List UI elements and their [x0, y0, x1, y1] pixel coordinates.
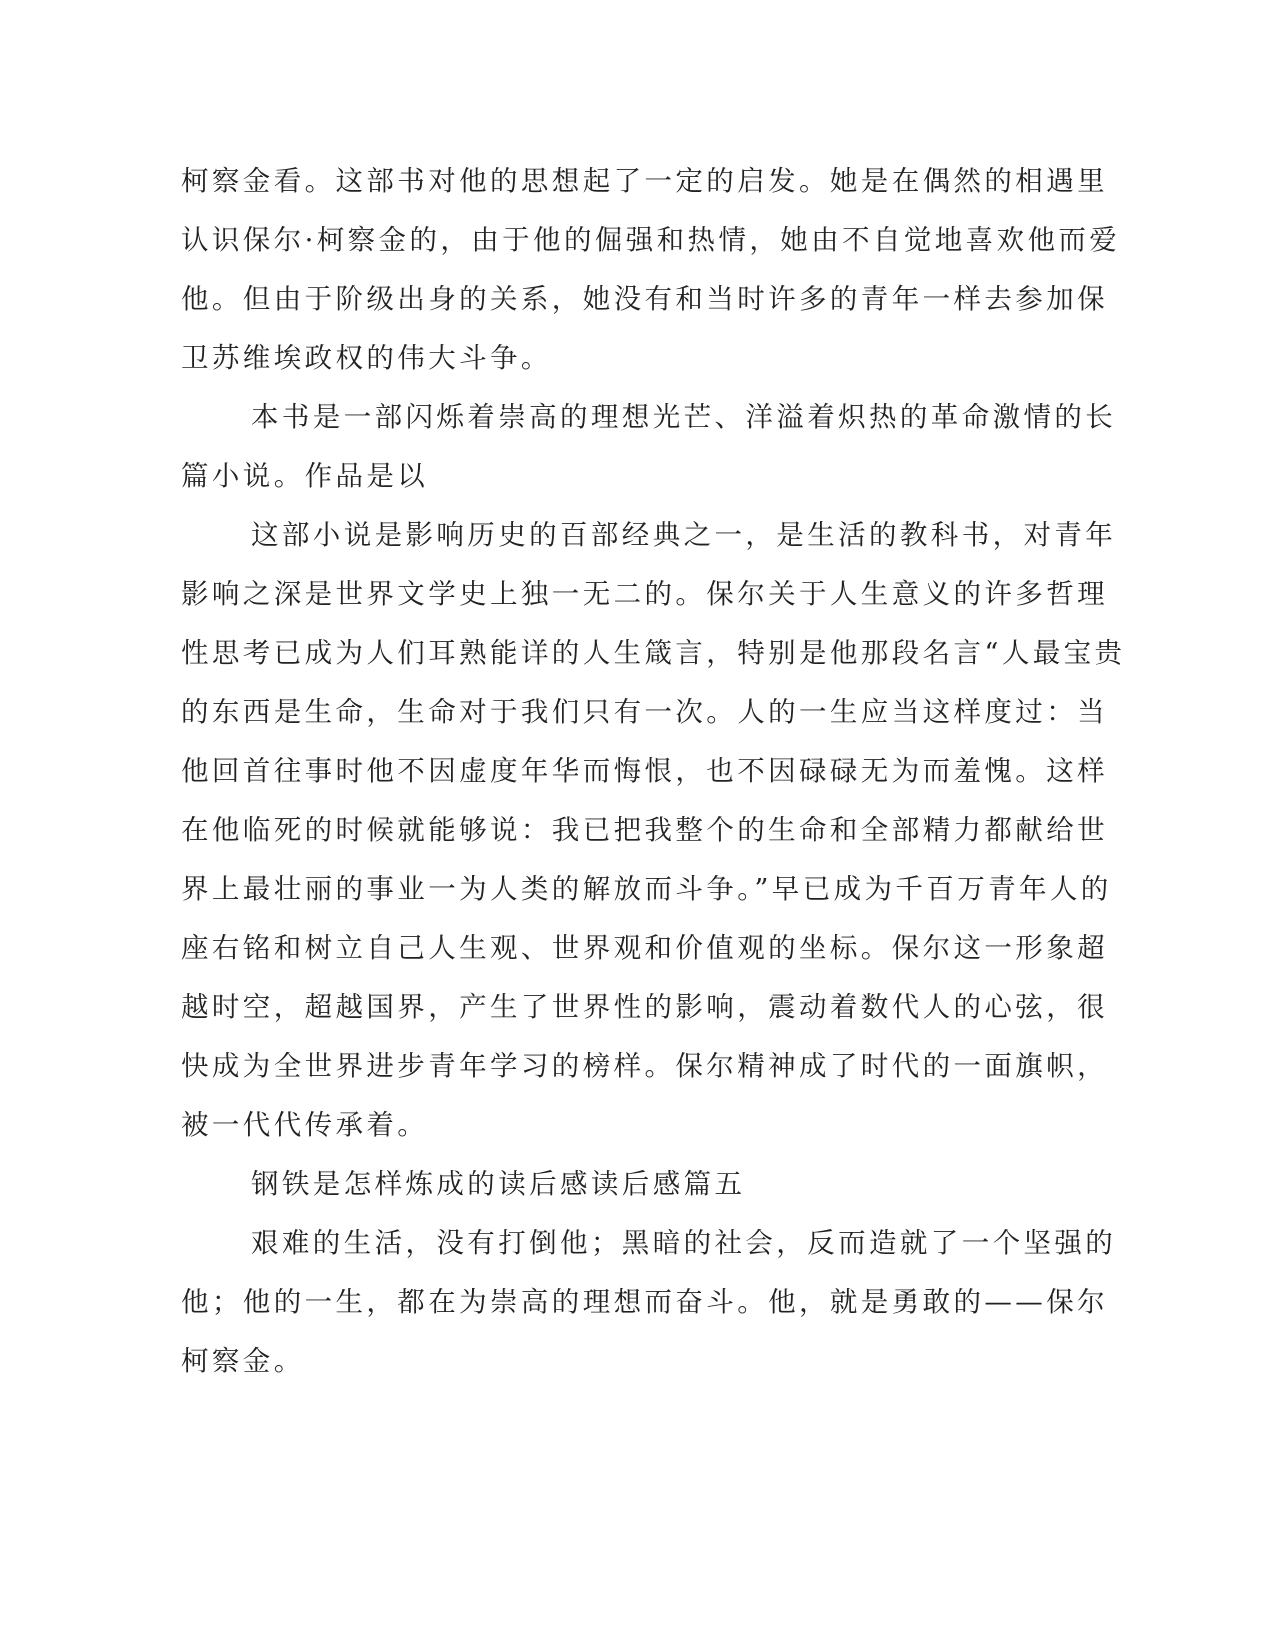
text-line: 他；他的一生，都在为崇高的理想而奋斗。他，就是勇敢的——保尔: [181, 1286, 1108, 1318]
text-line: 他回首往事时他不因虚度年华而悔恨，也不因碌碌无为而羞愧。这样: [181, 755, 1108, 787]
text-line: 柯察金。: [181, 1345, 305, 1377]
paragraph-start-line: 这部小说是影响历史的百部经典之一，是生活的教科书，对青年: [251, 519, 1117, 551]
paragraph-start-line: 本书是一部闪烁着崇高的理想光芒、洋溢着炽热的革命激情的长: [251, 401, 1117, 433]
paragraph-start-line: 艰难的生活，没有打倒他；黑暗的社会，反而造就了一个坚强的: [251, 1227, 1117, 1259]
text-line: 柯察金看。这部书对他的思想起了一定的启发。她是在偶然的相遇里: [181, 165, 1108, 197]
text-line: 越时空，超越国界，产生了世界性的影响，震动着数代人的心弦，很: [181, 991, 1108, 1023]
text-line: 卫苏维埃政权的伟大斗争。: [181, 342, 552, 374]
text-line: 他。但由于阶级出身的关系，她没有和当时许多的青年一样去参加保: [181, 283, 1108, 315]
text-line: 的东西是生命，生命对于我们只有一次。人的一生应当这样度过：当: [181, 696, 1108, 728]
section-heading: 钢铁是怎样炼成的读后感读后感篇五: [251, 1168, 746, 1200]
text-line: 性思考已成为人们耳熟能详的人生箴言，特别是他那段名言“人最宝贵: [181, 637, 1126, 669]
text-line: 在他临死的时候就能够说：我已把我整个的生命和全部精力都献给世: [181, 814, 1108, 846]
text-line: 篇小说。作品是以: [181, 460, 429, 492]
text-line: 快成为全世界进步青年学习的榜样。保尔精神成了时代的一面旗帜，: [181, 1050, 1108, 1082]
text-line: 影响之深是世界文学史上独一无二的。保尔关于人生意义的许多哲理: [181, 578, 1108, 610]
text-line: 界上最壮丽的事业一为人类的解放而斗争。”早已成为千百万青年人的: [181, 873, 1112, 905]
text-line: 座右铭和树立自己人生观、世界观和价值观的坐标。保尔这一形象超: [181, 932, 1108, 964]
text-line: 认识保尔·柯察金的，由于他的倔强和热情，她由不自觉地喜欢他而爱: [181, 224, 1121, 256]
text-line: 被一代代传承着。: [181, 1109, 429, 1141]
